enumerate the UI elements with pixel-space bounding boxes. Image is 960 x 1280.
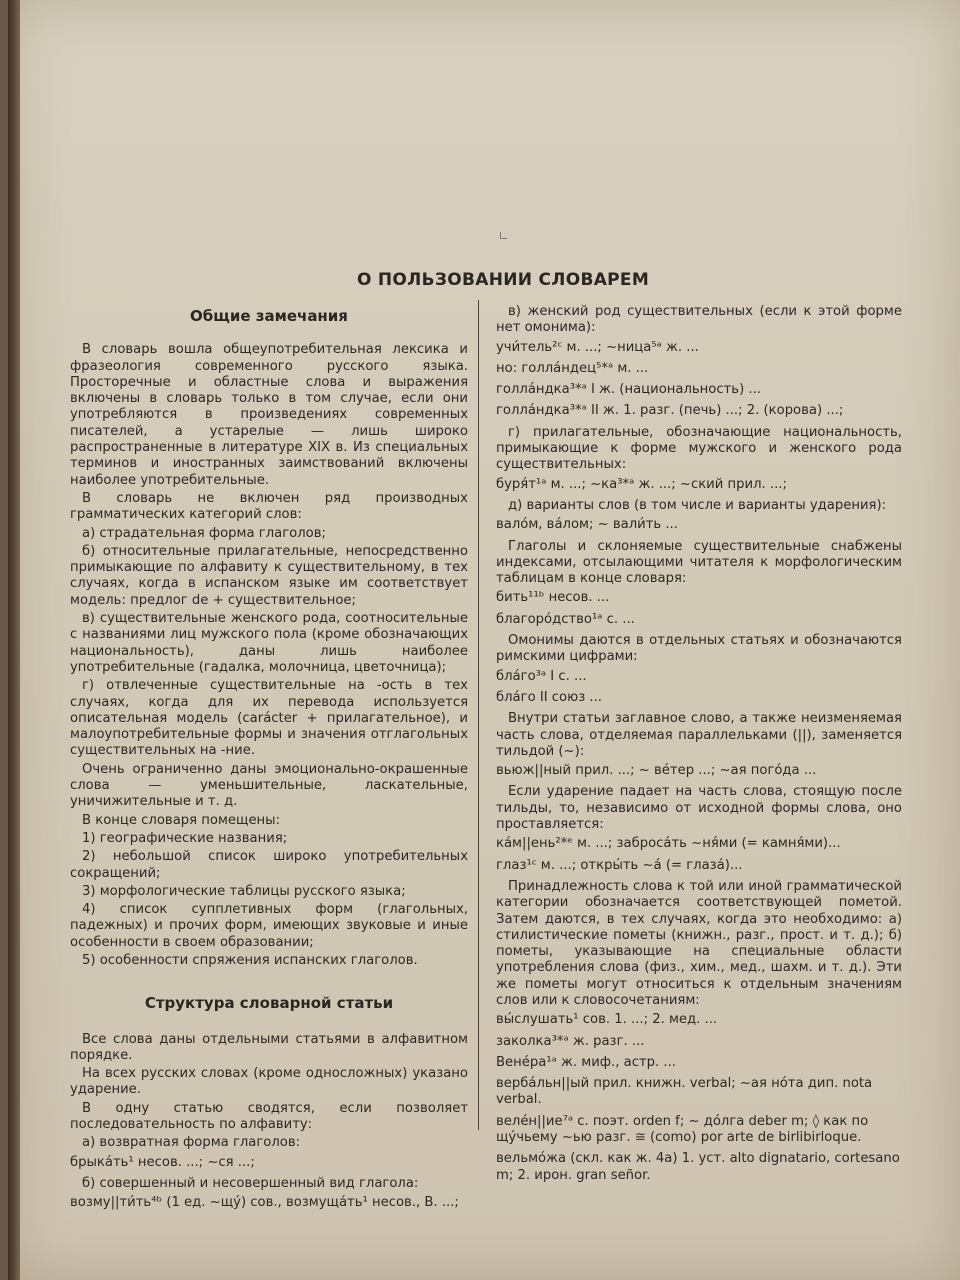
example-entry: верба́льн||ый прил. книжн. verbal; ~ая но́та дип. nota verbal. <box>496 1076 873 1108</box>
list-item: б) относительные прилагательные, непосредственно примыкающие по алфавиту к существительному, в тех случаях, когда в испанском языке им соответствует модель: предлог de + существительное; <box>70 543 468 608</box>
page-mark <box>500 232 507 239</box>
paragraph: Все слова даны отдельными статьями в алфавитном порядке. <box>70 1031 468 1063</box>
example-entry: вьюж||ный прил. ...; ~ ве́тер ...; ~ая пого́да ... <box>496 763 817 779</box>
list-item: б) совершенный и несовершенный вид глагола: <box>82 1175 419 1191</box>
example-entry: буря́т¹ᵃ м. ...; ~ка³*ᵃ ж. ...; ~ский прил. ...; <box>496 476 787 492</box>
list-item: 4) список супплетивных форм (глагольных, падежных) и прочих форм, имеющих звуковые и иные особенности в своем образовании; <box>70 902 468 950</box>
example-entry: ка́м||ень²*ᵉ м. ...; заброса́ть ~ня́ми (= камня́ми)... <box>496 836 841 852</box>
example-entry: веле́н||ие⁷ᵃ с. поэт. orden f; ~ до́лга deber m; ◊ как по щу́чьему ~ью разг. ≅ (como) por arte de birlibirloque. <box>496 1113 869 1146</box>
example-entry: глаз¹ᶜ м. ...; откры́ть ~а́ (= глаза́)... <box>496 857 743 873</box>
example-entry: Вене́ра¹ᵃ ж. миф., астр. ... <box>496 1054 676 1070</box>
paragraph: Внутри статьи заглавное слово, а также неизменяемая часть слова, отделяемая параллельками (||), заменяется тильдой (~): <box>496 711 902 759</box>
list-item: а) страдательная форма глаголов; <box>82 525 326 541</box>
example-entry: но: голла́ндец⁵*ᵃ м. ... <box>496 360 649 376</box>
list-item: в) женский род существительных (если к этой форме нет омонима): <box>496 304 902 336</box>
example-entry: вельмо́жа (скл. как ж. 4а) 1. уст. alto dignatario, cortesano m; 2. ирон. gran señor. <box>496 1151 900 1183</box>
paragraph: Омонимы даются в отдельных статьях и обозначаются римскими цифрами: <box>496 633 902 665</box>
example-entry: заколка³*ᵃ ж. разг. ... <box>496 1033 645 1049</box>
paragraph: На всех русских словах (кроме односложных) указано ударение. <box>70 1066 468 1098</box>
example-entry: голла́ндка³*ᵃ I ж. (национальность) ... <box>496 382 761 398</box>
paragraph: Очень ограниченно даны эмоционально-окрашенные слова — уменьшительные, ласкательные, уничижительные и т. д. <box>70 761 468 810</box>
example-entry: вы́слушать¹ сов. 1. ...; 2. мед. ... <box>496 1012 718 1028</box>
list-item: 5) особенности спряжения испанских глаголов. <box>82 952 418 968</box>
heading-structure: Структура словарной статьи <box>144 994 394 1013</box>
paragraph: Если ударение падает на часть слова, стоящую после тильды, то, независимо от исходной формы слова, оно проставляется: <box>496 784 902 833</box>
list-item: д) варианты слов (в том числе и варианты ударения): <box>508 497 887 513</box>
heading-general: Общие замечания <box>190 307 348 325</box>
page-title: О ПОЛЬЗОВАНИИ СЛОВАРЕМ <box>356 270 650 290</box>
example-entry: бла́го II союз ... <box>496 689 603 705</box>
example-entry: голла́ндка³*ᵃ II ж. 1. разг. (печь) ...; 2. (корова) ...; <box>496 403 844 419</box>
list-item: г) прилагательные, обозначающие национальность, примыкающие к форме мужского и женского рода существительных: <box>496 424 902 473</box>
paragraph: В одну статью сводятся, если позволяет последовательность по алфавиту: <box>70 1100 468 1133</box>
paragraph: В конце словаря помещены: <box>82 812 281 828</box>
list-item: а) возвратная форма глаголов: <box>82 1135 301 1151</box>
example-entry: бить¹¹ᵇ несов. ... <box>496 590 610 606</box>
list-item: в) существительные женского рода, соотносительные с названиями лиц мужского пола (кроме обозначающих национальность), даны лишь наиболее употребительные (гадалка, молочница, цветочница); <box>70 611 468 675</box>
paragraph: В словарь не включен ряд производных грамматических категорий слов: <box>70 490 468 523</box>
paragraph: В словарь вошла общеупотребительная лексика и фразеология современного русского языка. Просторечные и областные слова и выражения включены в словарь только в том случае, если они употребляются в произведениях современных писателей, а устарелые — лишь широко распространенные в литературе XIX в. Из специальных терминов и иностранных заимствований включены наиболее употребительные. <box>70 342 468 488</box>
left-column <box>70 306 468 1217</box>
example-entry: учи́тель²ᶜ м. ...; ~ница⁵ᵃ ж. ... <box>496 339 699 355</box>
list-item: 3) морфологические таблицы русского языка; <box>82 883 406 899</box>
paragraph: Глаголы и склоняемые существительные снабжены индексами, отсылающими читателя к морфологическим таблицам в конце словаря: <box>496 538 902 587</box>
book-page <box>8 0 960 1280</box>
list-item: г) отвлеченные существительные на -ость в тех случаях, когда для их перевода используется описательная модель (carácter + прилагательное), и малоупотребительные формы и значения отглагольных существительных на -ние. <box>70 678 468 759</box>
book-spine <box>8 0 20 1280</box>
example-entry: вало́м, ва́лом; ~ вали́ть ... <box>496 517 678 533</box>
paragraph: Принадлежность слова к той или иной грамматической категории обозначается соответствующей пометой. Затем даются, в тех случаях, когда это необходимо: а) стилистические пометы (книжн., разг., прост. и т. д.); б) пометы, указывающие на специальные области употребления слова (физ., хим., мед., шахм. и т. д.). Эти же пометы могут относиться к отдельным значениям слов или к словосочетаниям: <box>496 878 902 1008</box>
right-column <box>496 304 902 1189</box>
list-item: 1) географические названия; <box>82 830 288 846</box>
column-divider <box>478 300 479 1130</box>
list-item: 2) небольшой список широко употребительных сокращений; <box>70 849 468 881</box>
example-entry: брыка́ть¹ несов. ...; ~ся ...; <box>70 1154 255 1170</box>
example-entry: благоро́дство¹ᵃ с. ... <box>496 611 635 627</box>
example-entry: возму||ти́ть⁴ᵇ (1 ед. ~щу́) сов., возмуща́ть¹ несов., В. ...; <box>70 1195 459 1211</box>
example-entry: бла́го³ᵃ I с. ... <box>496 668 587 684</box>
